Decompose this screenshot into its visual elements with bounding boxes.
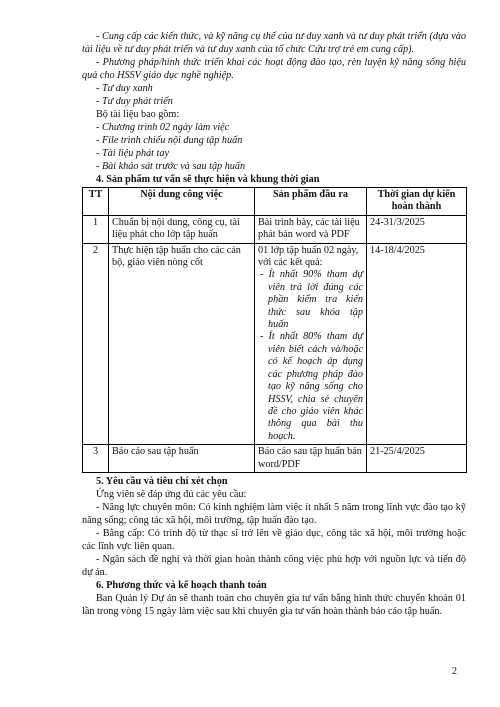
cell-output xyxy=(255,243,367,445)
cell-tt: 2 xyxy=(83,243,109,445)
cell-output: Báo cáo sau tập huấn bản word/PDF xyxy=(255,445,367,473)
table-header-row xyxy=(83,188,467,216)
cell-task: Thực hiện tập huấn cho các cán bộ, giáo viên nòng cốt xyxy=(109,243,255,445)
intro-paragraph-4: - Tư duy phát triển xyxy=(96,96,173,107)
section-5-paragraph: - Ngân sách đề nghị và thời gian hoàn thành công việc phù hợp với nguồn lực và tiến độ dự án. xyxy=(82,553,466,578)
section-4-heading: 4. Sản phẩm tư vấn sẽ thực hiện và khung thời gian xyxy=(96,174,320,185)
output-bullet: - Ít nhất 80% tham dự viên biết cách và/hoặc có kế hoạch áp dụng các phương pháp đào tạo kỹ năng sống cho HSSV, chia sẻ chuyên đề cho giáo viên khác thông qua bài thu hoạch. xyxy=(260,331,363,442)
cell-time: 21-25/4/2025 xyxy=(367,445,467,473)
table-row xyxy=(83,445,467,473)
cell-time: 24-31/3/2025 xyxy=(367,215,467,243)
section-5-paragraph: - Bằng cấp: Có trình độ từ thạc sĩ trở lên về giáo dục, công tác xã hội, môi trường hoặc các lĩnh vực liên quan. xyxy=(82,527,466,552)
cell-task: Chuẩn bị nội dung, công cụ, tài liệu phát cho lớp tập huấn xyxy=(109,215,255,243)
intro-paragraph-1: - Cung cấp các kiến thức, và kỹ năng cụ thể của tư duy xanh và tư duy phát triển (dựa vào tài liệu về tư duy phát triển và tư duy xanh của tổ chức Cứu trợ trẻ em cung cấp). xyxy=(82,31,466,55)
table-row xyxy=(83,243,467,445)
cell-task: Báo cáo sau tập huấn xyxy=(109,445,255,473)
cell-time: 14-18/4/2025 xyxy=(367,243,467,445)
output-intro: 01 lớp tập huấn 02 ngày, với các kết quả: xyxy=(258,244,359,269)
materials-item: - File trình chiếu nội dung tập huấn xyxy=(96,135,243,146)
section-5-paragraph: - Năng lực chuyên môn: Có kinh nghiệm làm việc ít nhất 5 năm trong lĩnh vực đào tạo kỹ năng sống; công tác xã hội, môi trường, tập huấn đào tạo. xyxy=(82,501,466,526)
intro-paragraph-2: - Phương pháp/hình thức triển khai các hoạt động đào tạo, rèn luyện kỹ năng sống hiệu quả cho HSSV giáo dục nghề nghiệp. xyxy=(82,57,466,81)
section-5-heading: 5. Yêu cầu và tiêu chí xét chọn xyxy=(96,475,228,487)
cell-tt: 3 xyxy=(83,445,109,473)
materials-intro: Bộ tài liệu bao gồm: xyxy=(96,109,180,120)
materials-item: - Chương trình 02 ngày làm việc xyxy=(96,122,230,133)
header-output: Sản phẩm đầu ra xyxy=(255,188,367,216)
cell-output: Bài trình bày, các tài liệu phát bản word và PDF xyxy=(255,215,367,243)
materials-item: - Tài liệu phát tay xyxy=(96,148,170,159)
page-number: 2 xyxy=(452,666,457,677)
header-tt: TT xyxy=(83,188,109,216)
section-6-heading: 6. Phương thức và kế hoạch thanh toán xyxy=(96,579,267,591)
materials-item: - Bài khảo sát trước và sau tập huấn xyxy=(96,161,246,172)
header-task: Nội dung công việc xyxy=(109,188,255,216)
intro-paragraph-3: - Tư duy xanh xyxy=(96,83,153,94)
page-content xyxy=(82,30,466,618)
header-time: Thời gian dự kiến hoàn thành xyxy=(367,188,467,216)
section-6-paragraph: Ban Quản lý Dự án sẽ thanh toán cho chuyên gia tư vấn bằng hình thức chuyển khoản 01 lần trong vòng 15 ngày làm việc sau khi chuyên gia tư vấn hoàn thành báo cáo tập huấn. xyxy=(82,592,466,617)
section-5-paragraph: Ứng viên sẽ đáp ứng đủ các yêu cầu: xyxy=(96,488,247,500)
table-row xyxy=(83,215,467,243)
cell-tt: 1 xyxy=(83,215,109,243)
deliverables-table xyxy=(82,187,467,473)
output-bullet: - Ít nhất 90% tham dự viên trả lời đúng các phần kiểm tra kiến thức sau khóa tập huấn xyxy=(260,269,363,331)
